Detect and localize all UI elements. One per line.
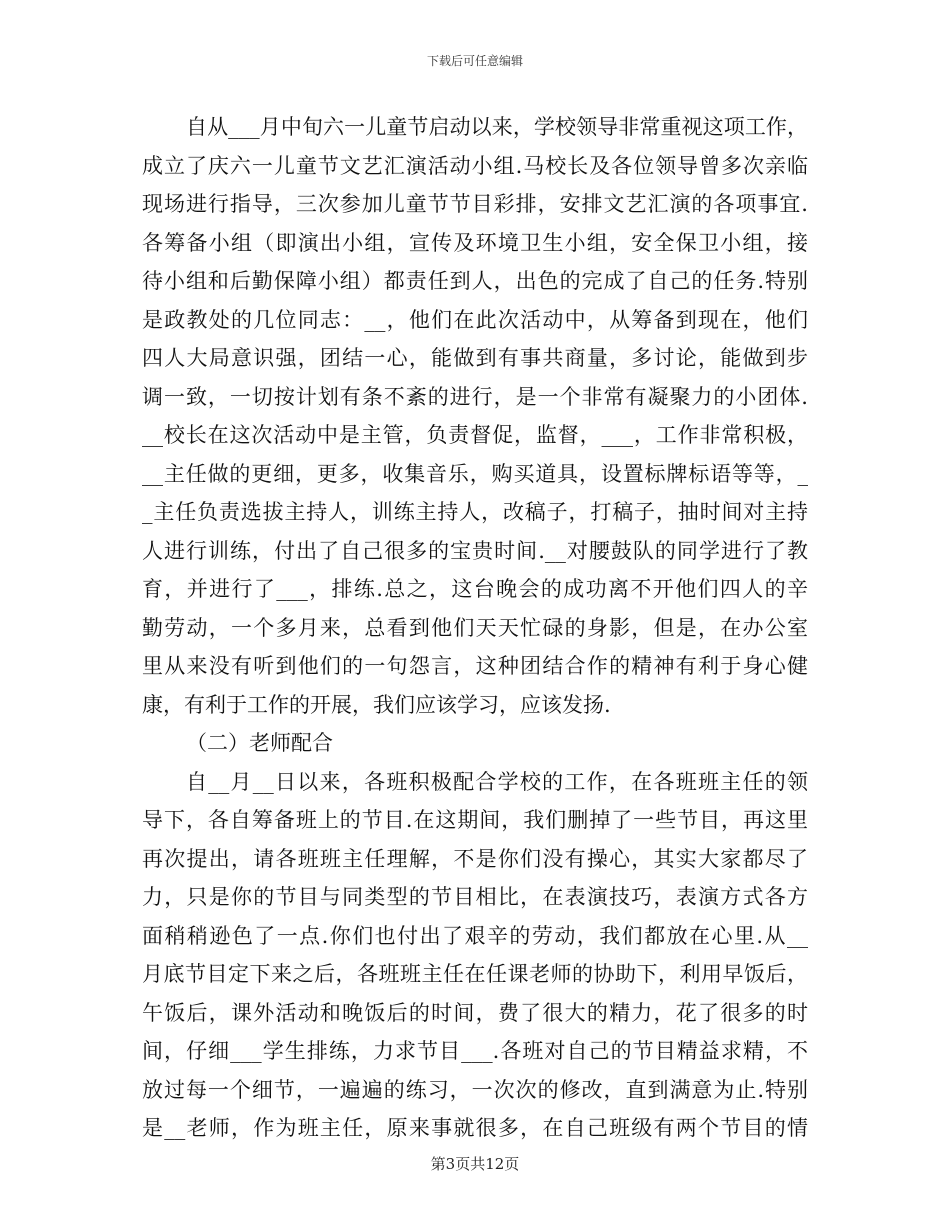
- paragraph-line: 是__老师，作为班主任，原来事就很多，在自己班级有两个节目的情: [142, 1116, 808, 1140]
- paragraph-line: 午饭后，课外活动和晚饭后的时间，费了很大的精力，花了很多的时: [142, 1000, 808, 1025]
- paragraph-line: __校长在这次活动中是主管，负责督促，监督，___，工作非常积极，: [142, 423, 808, 447]
- page-number: 第3页共12页: [430, 1155, 520, 1173]
- paragraph-line: 月底节目定下来之后，各班班主任在任课老师的协助下，利用早饭后，: [142, 962, 808, 986]
- section-heading: （二）老师配合: [186, 731, 333, 755]
- paragraph-line: 放过每一个细节，一遍遍的练习，一次次的修改，直到满意为止.特别: [142, 1077, 808, 1102]
- document-body: [142, 108, 808, 1148]
- paragraph-line: 调一致，一切按计划有条不紊的进行，是一个非常有凝聚力的小团体.: [142, 384, 808, 409]
- paragraph-line: 再次提出，请各班班主任理解，不是你们没有操心，其实大家都尽了: [142, 846, 808, 871]
- paragraph-line: 面稍稍逊色了一点.你们也付出了艰辛的劳动，我们都放在心里.从__: [142, 923, 808, 948]
- paragraph-line: _主任负责选拔主持人，训练主持人，改稿子，打稿子，抽时间对主持: [142, 500, 808, 524]
- paragraph-line: 现场进行指导，三次参加儿童节节目彩排，安排文艺汇演的各项事宜.: [142, 192, 808, 216]
- paragraph-line: 待小组和后勤保障小组）都责任到人，出色的完成了自己的任务.特别: [142, 269, 808, 293]
- paragraph-line: 勤劳动，一个多月来，总看到他们天天忙碌的身影，但是，在办公室: [142, 615, 808, 640]
- paragraph-line: 是政教处的几位同志：__，他们在此次活动中，从筹备到现在，他们: [142, 307, 808, 332]
- paragraph-line: 康，有利于工作的开展，我们应该学习，应该发扬.: [142, 692, 611, 717]
- paragraph-line: 育，并进行了___，排练.总之，这台晚会的成功离不开他们四人的辛: [142, 577, 808, 601]
- paragraph-line: 自__月__日以来，各班积极配合学校的工作，在各班班主任的领: [186, 769, 808, 794]
- paragraph-line: 力，只是你的节目与同类型的节目相比，在表演技巧，表演方式各方: [142, 885, 808, 909]
- paragraph-line: 各筹备小组（即演出小组，宣传及环境卫生小组，安全保卫小组，接: [142, 230, 808, 255]
- paragraph-line: 成立了庆六一儿童节文艺汇演活动小组.马校长及各位领导曾多次亲临: [142, 153, 808, 178]
- paragraph-line: 里从来没有听到他们的一句怨言，这种团结合作的精神有利于身心健: [142, 654, 808, 678]
- paragraph-line: 导下，各自筹备班上的节目.在这期间，我们删掉了一些节目，再这里: [142, 808, 808, 832]
- page-header-note: 下载后可任意编辑: [426, 54, 523, 68]
- paragraph-line: 自从___月中旬六一儿童节启动以来，学校领导非常重视这项工作，: [186, 115, 808, 139]
- paragraph-line: 间，仔细___学生排练，力求节目___.各班对自己的节目精益求精，不: [142, 1039, 808, 1063]
- paragraph-line: 四人大局意识强，团结一心，能做到有事共商量，多讨论，能做到步: [142, 346, 808, 370]
- paragraph-line: 人进行训练，付出了自己很多的宝贵时间.__对腰鼓队的同学进行了教: [142, 538, 808, 563]
- paragraph-line: __主任做的更细，更多，收集音乐，购买道具，设置标牌标语等等，_: [142, 461, 808, 486]
